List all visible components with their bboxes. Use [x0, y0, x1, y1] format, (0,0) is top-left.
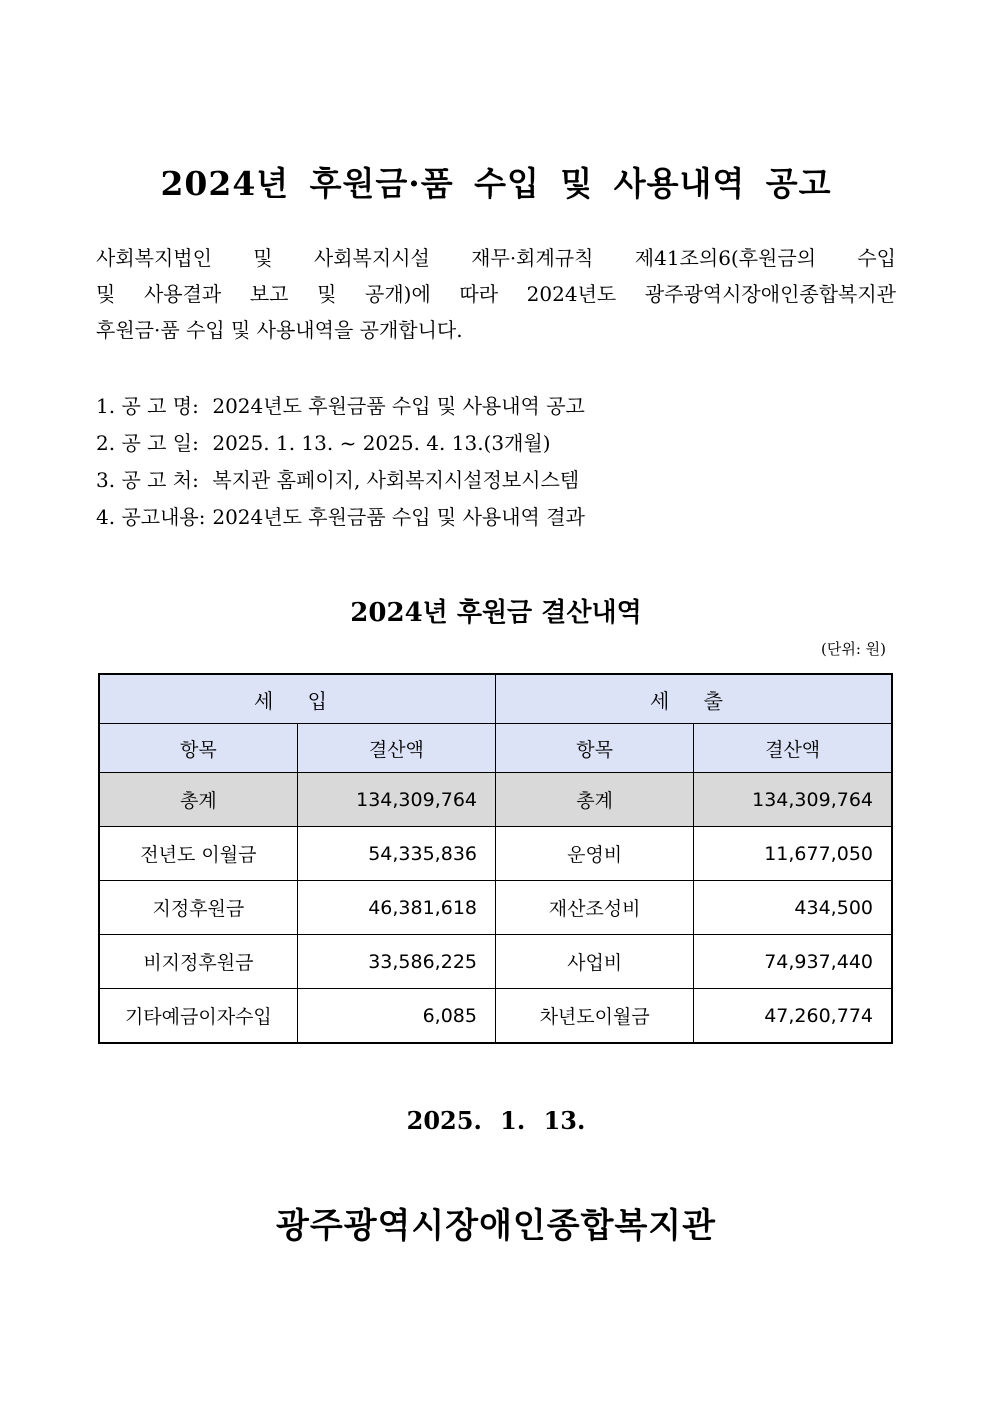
- expense-header: 세 출: [496, 674, 893, 724]
- income-item-cell: 기타예금이자수입: [99, 989, 297, 1044]
- table-row: [99, 989, 892, 1044]
- column-header-item: 항목: [99, 724, 297, 773]
- expense-item-cell: 운영비: [496, 827, 694, 881]
- section-title: 2024년 후원금 결산내역: [350, 598, 642, 628]
- income-amount-cell: 134,309,764: [297, 773, 495, 827]
- income-amount-cell: 33,586,225: [297, 935, 495, 989]
- unit-label: (단위: 원): [821, 640, 886, 658]
- list-item: [96, 462, 896, 499]
- page-title: 2024년 후원금·품 수입 및 사용내역 공고: [160, 164, 832, 203]
- item-value: 2024년도 후원금품 수입 및 사용내역 결과: [212, 505, 585, 529]
- intro-line: 및 사용결과 보고 및 공개)에 따라 2024년도 광주광역시장애인종합복지관: [96, 282, 896, 306]
- column-header-amount: 결산액: [694, 724, 892, 773]
- table-row: [99, 935, 892, 989]
- table-section-row: [99, 674, 892, 724]
- table-row: [99, 881, 892, 935]
- notice-items-list: [96, 388, 896, 536]
- item-key: 3. 공 고 처:: [96, 468, 199, 492]
- expense-item-cell: 사업비: [496, 935, 694, 989]
- income-item-cell: 전년도 이월금: [99, 827, 297, 881]
- expense-amount-cell: 11,677,050: [694, 827, 892, 881]
- expense-item-cell: 총계: [496, 773, 694, 827]
- list-item: [96, 499, 896, 536]
- table-row-total: [99, 773, 892, 827]
- expense-amount-cell: 434,500: [694, 881, 892, 935]
- income-item-cell: 비지정후원금: [99, 935, 297, 989]
- income-amount-cell: 6,085: [297, 989, 495, 1044]
- item-key: 1. 공 고 명:: [96, 394, 199, 418]
- income-item-cell: 지정후원금: [99, 881, 297, 935]
- notice-date: 2025. 1. 13.: [406, 1106, 586, 1135]
- item-value: 복지관 홈페이지, 사회복지시설정보시스템: [212, 468, 580, 492]
- table-header-row: [99, 724, 892, 773]
- list-item: [96, 388, 896, 425]
- organization-name: 광주광역시장애인종합복지관: [276, 1206, 716, 1246]
- column-header-amount: 결산액: [297, 724, 495, 773]
- item-value: 2024년도 후원금품 수입 및 사용내역 공고: [212, 394, 585, 418]
- intro-line: 사회복지법인 및 사회복지시설 재무·회계규칙 제41조의6(후원금의 수입: [96, 246, 896, 270]
- intro-paragraph: [96, 240, 896, 348]
- expense-item-cell: 재산조성비: [496, 881, 694, 935]
- intro-line: 후원금·품 수입 및 사용내역을 공개합니다.: [96, 318, 463, 342]
- income-amount-cell: 46,381,618: [297, 881, 495, 935]
- income-header: 세 입: [99, 674, 496, 724]
- column-header-item: 항목: [496, 724, 694, 773]
- item-value: 2025. 1. 13. ~ 2025. 4. 13.(3개월): [212, 431, 551, 455]
- expense-item-cell: 차년도이월금: [496, 989, 694, 1044]
- list-item: [96, 425, 896, 462]
- table-row: [99, 827, 892, 881]
- expense-amount-cell: 47,260,774: [694, 989, 892, 1044]
- item-key: 4. 공고내용:: [96, 505, 206, 529]
- income-amount-cell: 54,335,836: [297, 827, 495, 881]
- income-item-cell: 총계: [99, 773, 297, 827]
- expense-amount-cell: 74,937,440: [694, 935, 892, 989]
- item-key: 2. 공 고 일:: [96, 431, 199, 455]
- budget-table: [98, 673, 893, 1044]
- expense-amount-cell: 134,309,764: [694, 773, 892, 827]
